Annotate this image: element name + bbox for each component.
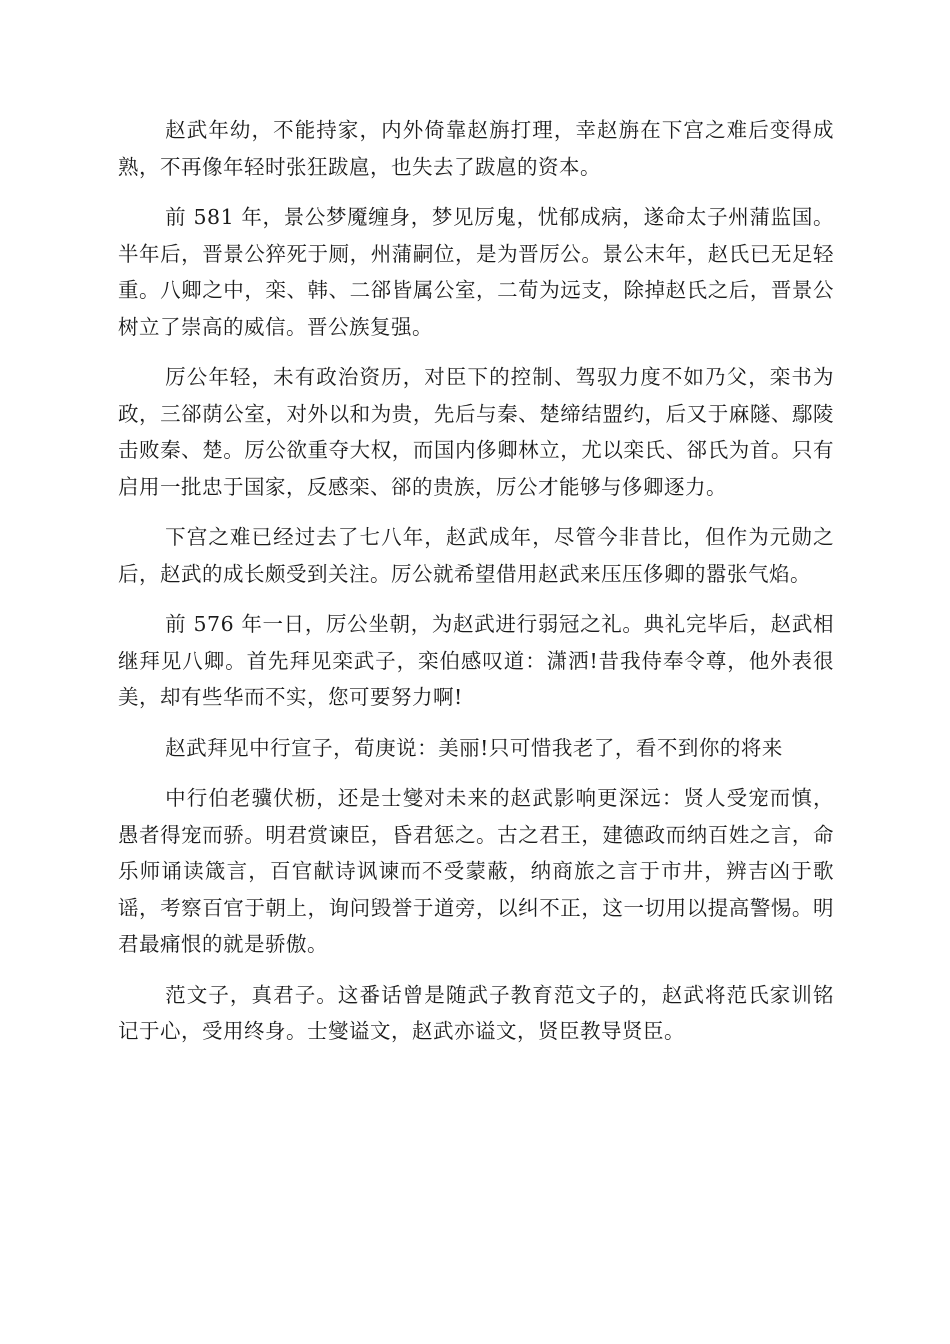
document-body — [118, 112, 834, 1064]
paragraph: 范文子，真君子。这番话曾是随武子教育范文子的，赵武将范氏家训铭记于心，受用终身。士燮谥文，赵武亦谥文，贤臣教导贤臣。 — [118, 982, 834, 1043]
paragraph: 赵武拜见中行宣子，荀庚说：美丽!只可惜我老了，看不到你的将来 — [165, 735, 783, 760]
paragraph: 中行伯老骥伏枥，还是士燮对未来的赵武影响更深远：贤人受宠而慎，愚者得宠而骄。明君赏谏臣，昏君惩之。古之君王，建德政而纳百姓之言，命乐师诵读箴言，百官献诗讽谏而不受蒙蔽，纳商旅之言于市井，辨吉凶于歌谣，考察百官于朝上，询问毁誉于道旁，以纠不正，这一切用以提高警惕。明君最痛恨的就是骄傲。 — [118, 786, 834, 956]
paragraph: 下宫之难已经过去了七八年，赵武成年，尽管今非昔比，但作为元勋之后，赵武的成长颇受到关注。厉公就希望借用赵武来压压侈卿的嚣张气焰。 — [118, 525, 834, 586]
paragraph: 前 576 年一日，厉公坐朝，为赵武进行弱冠之礼。典礼完毕后，赵武相继拜见八卿。首先拜见栾武子，栾伯感叹道：潇洒!昔我侍奉令尊，他外表很美，却有些华而不实，您可要努力啊! — [118, 612, 834, 709]
paragraph: 赵武年幼，不能持家，内外倚靠赵旃打理，幸赵旃在下宫之难后变得成熟，不再像年轻时张狂跋扈，也失去了跋扈的资本。 — [118, 118, 834, 179]
paragraph: 前 581 年，景公梦魇缠身，梦见厉鬼，忧郁成病，遂命太子州蒲监国。半年后，晋景公猝死于厕，州蒲嗣位，是为晋厉公。景公末年，赵氏已无足轻重。八卿之中，栾、韩、二郤皆属公室，二荀为远支，除掉赵氏之后，晋景公树立了崇高的威信。晋公族复强。 — [118, 205, 834, 339]
paragraph: 厉公年轻，未有政治资历，对臣下的控制、驾驭力度不如乃父，栾书为政，三郤荫公室，对外以和为贵，先后与秦、楚缔结盟约，后又于麻隧、鄢陵击败秦、楚。厉公欲重夺大权，而国内侈卿林立，尤以栾氏、郤氏为首。只有启用一批忠于国家，反感栾、郤的贵族，厉公才能够与侈卿逐力。 — [118, 365, 834, 499]
